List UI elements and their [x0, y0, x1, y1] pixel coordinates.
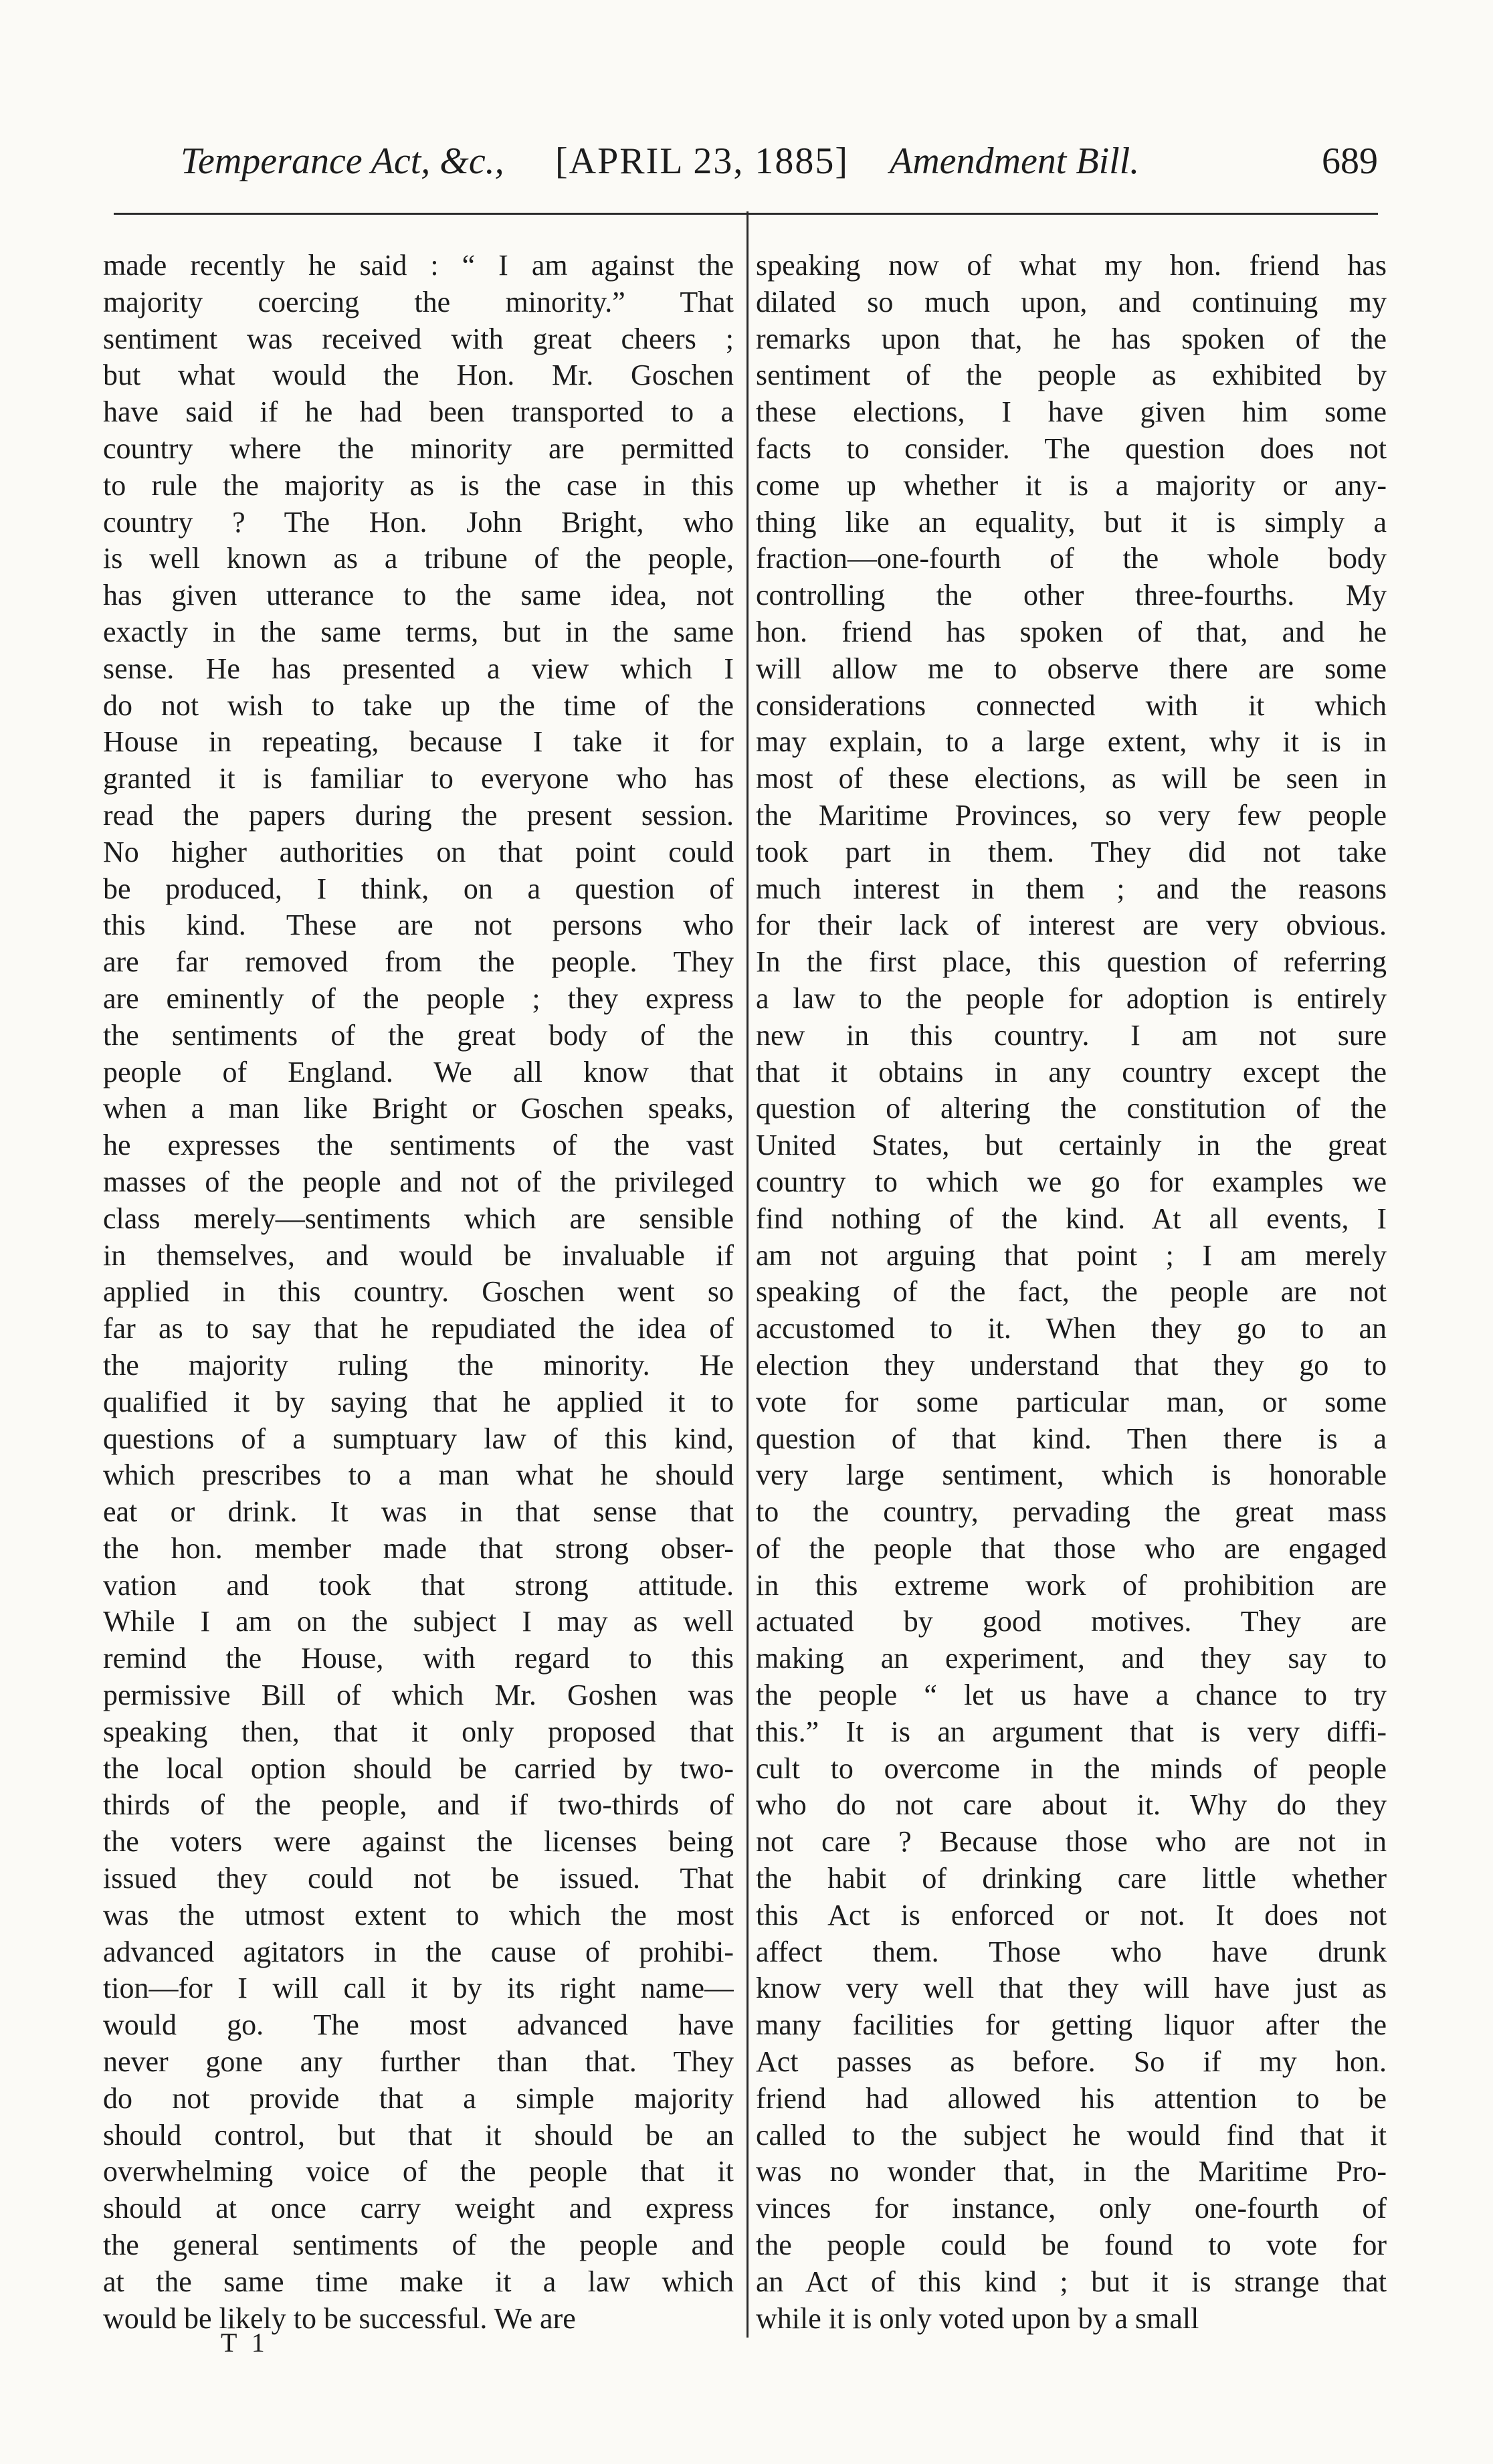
text-line: the people could be found to vote for	[756, 2229, 1387, 2262]
text-line: question of that kind. Then there is a	[756, 1422, 1387, 1455]
text-line: sentiment of the people as exhibited by	[756, 359, 1387, 392]
text-line: friend had allowed his attention to be	[756, 2081, 1387, 2115]
text-line: this kind. These are not persons who	[103, 909, 734, 942]
text-line: the general sentiments of the people and	[103, 2229, 734, 2262]
text-line: that it obtains in any country except the	[756, 1055, 1387, 1088]
text-line: a law to the people for adoption is entirely	[756, 981, 1387, 1015]
text-line: new in this country. I am not sure	[756, 1018, 1387, 1052]
text-line: permissive Bill of which Mr. Goshen was	[103, 1679, 734, 1712]
text-line: most of these elections, as will be seen in	[756, 762, 1387, 795]
text-line: but what would the Hon. Mr. Goschen	[103, 359, 734, 392]
text-line: never gone any further than that. They	[103, 2045, 734, 2079]
text-line: am not arguing that point ; I am merely	[756, 1238, 1387, 1272]
text-line: remarks upon that, he has spoken of the	[756, 322, 1387, 355]
text-line: cult to overcome in the minds of people	[756, 1751, 1387, 1785]
text-line: considerations connected with it which	[756, 688, 1387, 722]
column-divider	[746, 211, 749, 2338]
text-line: was the utmost extent to which the most	[103, 1898, 734, 1931]
text-line: for their lack of interest are very obvious.	[756, 909, 1387, 942]
text-line: when a man like Bright or Goschen speaks,	[103, 1092, 734, 1125]
text-line: overwhelming voice of the people that it	[103, 2155, 734, 2188]
text-line: exactly in the same terms, but in the same	[103, 615, 734, 648]
text-line: country where the minority are permitted	[103, 432, 734, 465]
text-line: Act passes as before. So if my hon.	[756, 2045, 1387, 2079]
text-line: much interest in them ; and the reasons	[756, 872, 1387, 905]
text-line: tion—for I will call it by its right name—	[103, 1972, 734, 2005]
text-line: accustomed to it. When they go to an	[756, 1312, 1387, 1345]
text-line: fraction—one-fourth of the whole body	[756, 542, 1387, 575]
text-line: not care ? Because those who are not in	[756, 1825, 1387, 1859]
text-line: House in repeating, because I take it for	[103, 725, 734, 759]
text-line: election they understand that they go to	[756, 1348, 1387, 1382]
running-header	[181, 131, 1378, 191]
text-line: do not provide that a simple majority	[103, 2081, 734, 2115]
text-line: affect them. Those who have drunk	[756, 1935, 1387, 1968]
text-line: was no wonder that, in the Maritime Pro-	[756, 2155, 1387, 2188]
text-line: an Act of this kind ; but it is strange that	[756, 2265, 1387, 2298]
text-line: United States, but certainly in the great	[756, 1129, 1387, 1162]
text-line: people of England. We all know that	[103, 1055, 734, 1088]
text-line: thing like an equality, but it is simply a	[756, 505, 1387, 539]
text-line: in this extreme work of prohibition are	[756, 1568, 1387, 1602]
text-line: the people “ let us have a chance to try	[756, 1679, 1387, 1712]
text-line: vinces for instance, only one-fourth of	[756, 2192, 1387, 2225]
header-left: Temperance Act, &c.,	[181, 140, 504, 182]
text-line: would be likely to be successful. We are	[103, 2301, 576, 2335]
left-column	[103, 248, 734, 2335]
text-line: have said if he had been transported to a	[103, 395, 734, 429]
text-line: majority coercing the minority.” That	[103, 285, 734, 318]
text-line: class merely—sentiments which are sensible	[103, 1202, 734, 1235]
text-line: took part in them. They did not take	[756, 835, 1387, 868]
header-rule	[114, 213, 1378, 215]
text-line: dilated so much upon, and continuing my	[756, 285, 1387, 318]
text-line: these elections, I have given him some	[756, 395, 1387, 429]
text-line: has given utterance to the same idea, not	[103, 579, 734, 612]
text-line: speaking then, that it only proposed that	[103, 1715, 734, 1748]
text-line: many facilities for getting liquor after the	[756, 2008, 1387, 2042]
text-line: applied in this country. Goschen went so	[103, 1275, 734, 1309]
text-line: speaking of the fact, the people are not	[756, 1275, 1387, 1309]
text-line: which prescribes to a man what he should	[103, 1458, 734, 1492]
text-line: advanced agitators in the cause of prohibi-	[103, 1935, 734, 1968]
text-line: thirds of the people, and if two-thirds of	[103, 1788, 734, 1822]
text-line: should at once carry weight and express	[103, 2192, 734, 2225]
text-line: would go. The most advanced have	[103, 2008, 734, 2042]
text-line: vote for some particular man, or some	[756, 1385, 1387, 1418]
text-line: While I am on the subject I may as well	[103, 1605, 734, 1638]
header-right: Amendment Bill.	[890, 140, 1140, 182]
text-line: question of altering the constitution of the	[756, 1092, 1387, 1125]
text-line: of the people that those who are engaged	[756, 1531, 1387, 1565]
signature-mark: T 1	[221, 2328, 269, 2358]
text-line: sense. He has presented a view which I	[103, 652, 734, 685]
text-line: who do not care about it. Why do they	[756, 1788, 1387, 1822]
text-line: facts to consider. The question does not	[756, 432, 1387, 465]
text-line: made recently he said : “ I am against the	[103, 249, 734, 282]
page-number: 689	[1322, 140, 1378, 182]
text-line: will allow me to observe there are some	[756, 652, 1387, 685]
text-line: the Maritime Provinces, so very few people	[756, 798, 1387, 832]
text-line: this.” It is an argument that is very diffi-	[756, 1715, 1387, 1748]
text-line: may explain, to a large extent, why it is in	[756, 725, 1387, 759]
text-line: in themselves, and would be invaluable if	[103, 1238, 734, 1272]
text-line: questions of a sumptuary law of this kind,	[103, 1422, 734, 1455]
text-line: making an experiment, and they say to	[756, 1642, 1387, 1675]
text-line: country to which we go for examples we	[756, 1165, 1387, 1198]
text-line: the sentiments of the great body of the	[103, 1018, 734, 1052]
text-line: the hon. member made that strong obser-	[103, 1531, 734, 1565]
text-line: the habit of drinking care little whether	[756, 1862, 1387, 1895]
text-line: speaking now of what my hon. friend has	[756, 249, 1387, 282]
text-line: sentiment was received with great cheers ;	[103, 322, 734, 355]
text-line: vation and took that strong attitude.	[103, 1568, 734, 1602]
text-line: masses of the people and not of the privileged	[103, 1165, 734, 1198]
text-line: actuated by good motives. They are	[756, 1605, 1387, 1638]
text-line: come up whether it is a majority or any-	[756, 468, 1387, 502]
text-line: qualified it by saying that he applied it to	[103, 1385, 734, 1418]
text-line: find nothing of the kind. At all events, I	[756, 1202, 1387, 1235]
text-line: the majority ruling the minority. He	[103, 1348, 734, 1382]
text-line: called to the subject he would find that it	[756, 2118, 1387, 2152]
text-line: No higher authorities on that point could	[103, 835, 734, 868]
text-line: read the papers during the present session.	[103, 798, 734, 832]
text-line: is well known as a tribune of the people,	[103, 542, 734, 575]
header-date: [APRIL 23, 1885]	[555, 140, 850, 182]
text-line: eat or drink. It was in that sense that	[103, 1495, 734, 1529]
right-column	[756, 248, 1387, 2335]
text-line: know very well that they will have just as	[756, 1972, 1387, 2005]
text-line: he expresses the sentiments of the vast	[103, 1129, 734, 1162]
text-line: are far removed from the people. They	[103, 945, 734, 979]
text-line: at the same time make it a law which	[103, 2265, 734, 2298]
text-line: far as to say that he repudiated the idea of	[103, 1312, 734, 1345]
text-line: very large sentiment, which is honorable	[756, 1458, 1387, 1492]
text-line: to rule the majority as is the case in this	[103, 468, 734, 502]
text-line: hon. friend has spoken of that, and he	[756, 615, 1387, 648]
text-line: country ? The Hon. John Bright, who	[103, 505, 734, 539]
text-line: controlling the other three-fourths. My	[756, 579, 1387, 612]
text-line: the voters were against the licenses being	[103, 1825, 734, 1859]
text-line: this Act is enforced or not. It does not	[756, 1898, 1387, 1931]
text-line: to the country, pervading the great mass	[756, 1495, 1387, 1529]
text-line: the local option should be carried by two-	[103, 1751, 734, 1785]
text-line: are eminently of the people ; they express	[103, 981, 734, 1015]
text-line: issued they could not be issued. That	[103, 1862, 734, 1895]
text-line: be produced, I think, on a question of	[103, 872, 734, 905]
text-line: In the first place, this question of referring	[756, 945, 1387, 979]
text-line: while it is only voted upon by a small	[756, 2301, 1199, 2335]
text-line: remind the House, with regard to this	[103, 1642, 734, 1675]
text-line: granted it is familiar to everyone who has	[103, 762, 734, 795]
text-line: do not wish to take up the time of the	[103, 688, 734, 722]
text-line: should control, but that it should be an	[103, 2118, 734, 2152]
